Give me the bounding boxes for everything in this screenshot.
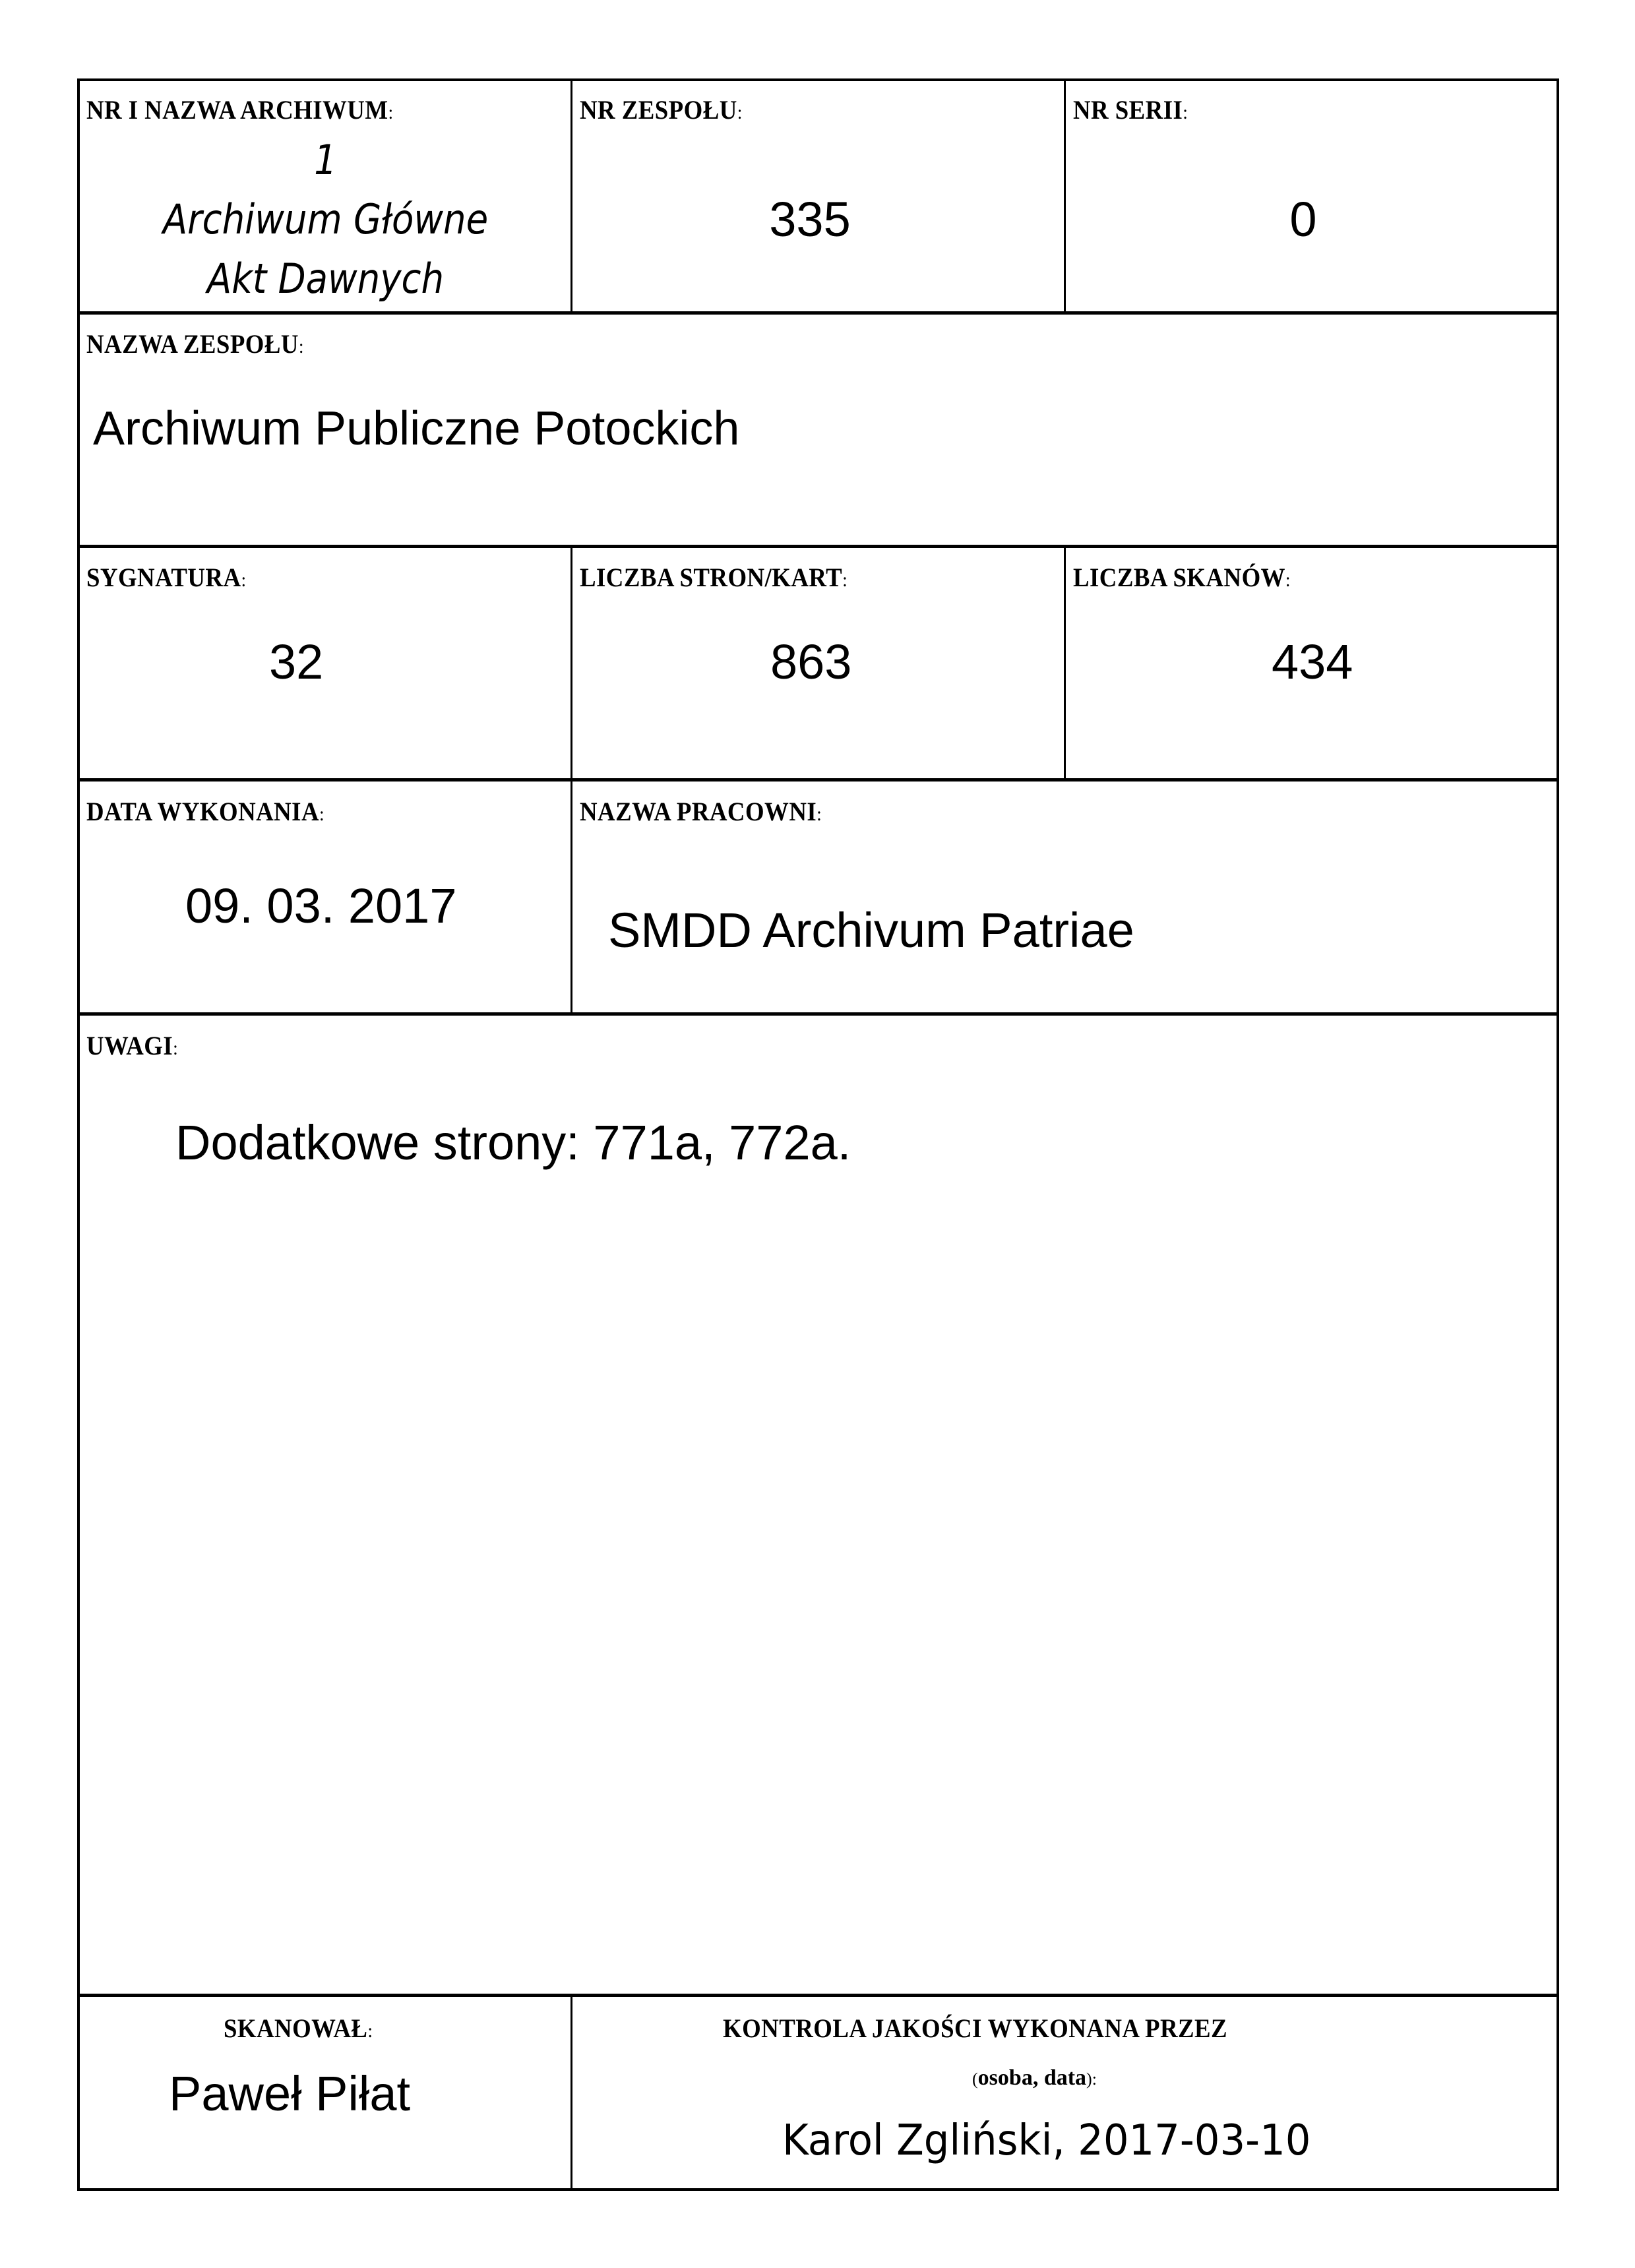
scanned-by-value: Paweł Piłat <box>169 2066 411 2121</box>
signature-label-text: SYGNATURA <box>86 563 241 592</box>
scan-count-value: 434 <box>1272 634 1353 689</box>
execution-date-value: 09. 03. 2017 <box>185 878 457 933</box>
fonds-number-label <box>580 94 743 125</box>
colon: : <box>319 803 325 825</box>
execution-date-label-text: DATA WYKONANIA <box>86 797 320 826</box>
fonds-name-label-text: NAZWA ZESPOŁU <box>86 329 299 359</box>
quality-control-sublabel-text: osoba, data <box>977 2066 1087 2090</box>
column-divider <box>571 1995 572 2191</box>
quality-control-label <box>723 2013 1227 2044</box>
scanned-by-label <box>224 2013 373 2044</box>
row-divider <box>77 1012 1559 1016</box>
colon: : <box>817 803 822 825</box>
row-divider <box>77 311 1559 315</box>
execution-date-label <box>86 796 324 827</box>
workshop-name-label <box>580 796 822 827</box>
page-count-label-text: LICZBA STRON/KART <box>580 563 843 592</box>
fonds-number-value: 335 <box>769 192 851 247</box>
series-number-value: 0 <box>1289 192 1317 247</box>
series-number-label-text: NR SERII <box>1073 95 1183 125</box>
scan-count-label <box>1073 562 1291 593</box>
column-divider <box>571 546 572 780</box>
workshop-name-value: SMDD Archivum Patriae <box>608 903 1134 958</box>
page-count-value: 863 <box>770 634 852 689</box>
archive-label-text: NR I NAZWA ARCHIWUM <box>86 95 388 125</box>
row-divider <box>77 1994 1559 1997</box>
row-divider <box>77 778 1559 782</box>
quality-control-value: Karol Zgliński, 2017-03-10 <box>782 2116 1311 2165</box>
signature-label <box>86 562 247 593</box>
colon: : <box>1183 102 1188 123</box>
scanned-by-label-text: SKANOWAŁ <box>224 2013 368 2043</box>
colon: : <box>1092 2069 1097 2089</box>
paren-open: ( <box>972 2069 978 2089</box>
fonds-name-value: Archiwum Publiczne Potockich <box>93 402 740 455</box>
fonds-number-label-text: NR ZESPOŁU <box>580 95 737 125</box>
colon: : <box>1285 569 1291 591</box>
fonds-name-label <box>86 328 304 359</box>
series-number-label <box>1073 94 1188 125</box>
quality-control-sublabel <box>972 2066 1097 2091</box>
archive-label <box>86 94 394 125</box>
archive-name-line2: Akt Dawnych <box>206 255 445 303</box>
archive-name-line1: Archiwum Główne <box>162 195 489 243</box>
page-count-label <box>580 562 848 593</box>
remarks-label-text: UWAGI <box>86 1031 173 1060</box>
colon: : <box>842 569 848 591</box>
colon: : <box>241 569 247 591</box>
colon: : <box>298 336 305 357</box>
column-divider <box>571 780 572 1014</box>
remarks-label <box>86 1030 178 1061</box>
signature-value: 32 <box>269 634 324 689</box>
quality-control-label-text: KONTROLA JAKOŚCI WYKONANA PRZEZ <box>723 2013 1228 2043</box>
colon: : <box>388 102 394 123</box>
colon: : <box>367 2020 373 2042</box>
archive-number: 1 <box>314 136 337 184</box>
colon: : <box>737 102 743 123</box>
paren-close: ) <box>1086 2069 1092 2089</box>
column-divider <box>1064 546 1066 780</box>
scan-count-label-text: LICZBA SKANÓW <box>1073 563 1285 592</box>
colon: : <box>173 1037 179 1059</box>
row-divider <box>77 545 1559 548</box>
remarks-value: Dodatkowe strony: 771a, 772a. <box>175 1115 851 1170</box>
workshop-name-label-text: NAZWA PRACOWNI <box>580 797 817 826</box>
